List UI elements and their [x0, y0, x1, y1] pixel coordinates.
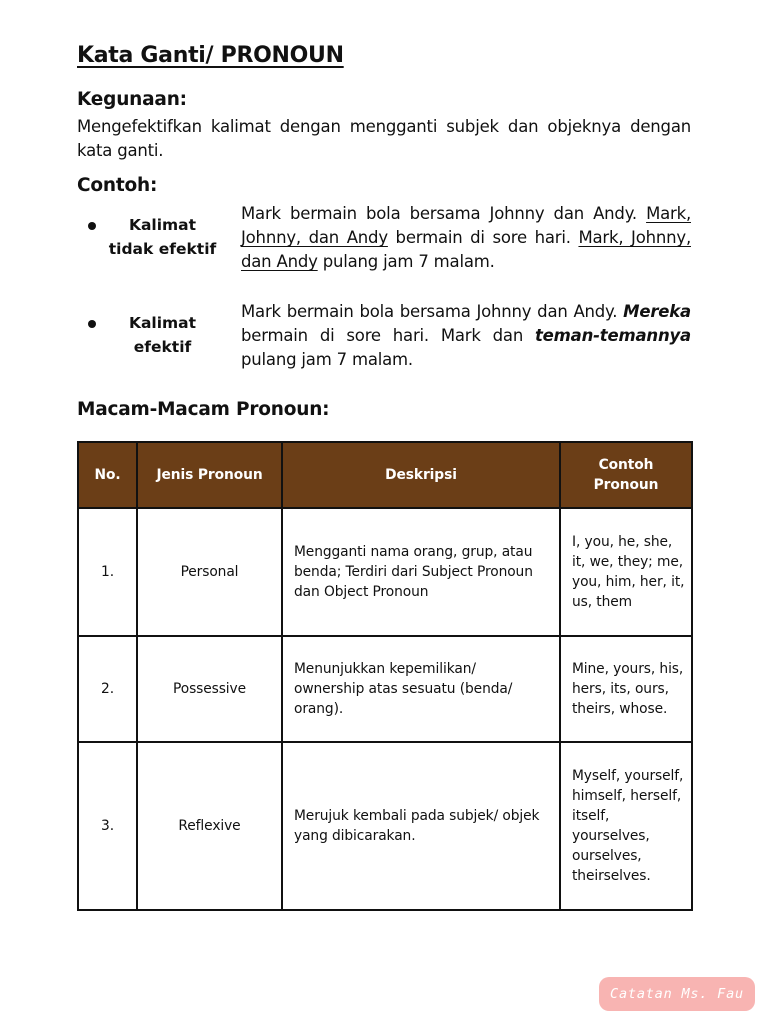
pronoun-table	[77, 441, 693, 911]
table-row	[78, 742, 692, 910]
cell-contoh: Myself, yourself, himself, herself, itself, yourselves, ourselves, theirselves.	[560, 742, 692, 910]
table-row	[78, 508, 692, 636]
cell-jenis: Personal	[137, 508, 282, 636]
table-header-row	[78, 442, 692, 508]
page-title: Kata Ganti/ PRONOUN	[77, 43, 344, 68]
column-header-jenis: Jenis Pronoun	[137, 442, 282, 508]
underlined-subject: Mark, Johnny, dan Andy	[241, 228, 691, 271]
cell-jenis: Possessive	[137, 636, 282, 742]
cell-no: 3.	[78, 742, 137, 910]
bullet-icon	[88, 320, 96, 328]
cell-jenis: Reflexive	[137, 742, 282, 910]
sentence-part: bermain di sore hari.	[387, 228, 579, 247]
cell-deskripsi: Merujuk kembali pada subjek/ objek yang dibicarakan.	[282, 742, 560, 910]
sentence-part: Mark bermain bola bersama Johnny dan Andy.	[241, 302, 624, 321]
pronoun-highlight: Mereka	[623, 302, 691, 321]
cell-deskripsi: Mengganti nama orang, grup, atau benda; Terdiri dari Subject Pronoun dan Object Pronoun	[282, 508, 560, 636]
column-header-deskripsi: Deskripsi	[282, 442, 560, 508]
column-header-contoh: Contoh Pronoun	[560, 442, 692, 508]
example-label-line1: Kalimat	[128, 216, 197, 234]
example-label-line2: tidak efektif	[108, 240, 217, 258]
sentence-part: Mark bermain bola bersama Johnny dan Andy.	[241, 204, 647, 223]
example-label	[104, 213, 221, 261]
cell-deskripsi: Menunjukkan kepemilikan/ ownership atas sesuatu (benda/ orang).	[282, 636, 560, 742]
example-text	[241, 300, 691, 372]
contoh-heading: Contoh:	[77, 175, 158, 196]
sentence-part: pulang jam 7 malam.	[317, 252, 495, 271]
sentence-part: pulang jam 7 malam.	[241, 350, 413, 369]
example-label-line1: Kalimat	[128, 314, 197, 332]
cell-no: 2.	[78, 636, 137, 742]
cell-contoh: I, you, he, she, it, we, they; me, you, him, her, it, us, them	[560, 508, 692, 636]
pronoun-highlight: teman-temannya	[535, 326, 691, 345]
underlined-subject: Mark, Johnny, dan Andy	[241, 204, 691, 247]
cell-no: 1.	[78, 508, 137, 636]
column-header-no: No.	[78, 442, 137, 508]
example-label	[104, 311, 221, 359]
table-row	[78, 636, 692, 742]
watermark-badge: Catatan Ms. Fau	[599, 977, 755, 1011]
bullet-icon	[88, 222, 96, 230]
kegunaan-text: Mengefektifkan kalimat dengan mengganti subjek dan objeknya dengan kata ganti.	[77, 117, 691, 160]
sentence-part: bermain di sore hari. Mark dan	[241, 326, 535, 345]
kegunaan-heading: Kegunaan:	[77, 89, 187, 110]
macam-heading: Macam-Macam Pronoun:	[77, 399, 330, 420]
example-text	[241, 202, 691, 274]
cell-contoh: Mine, yours, his, hers, its, ours, theirs, whose.	[560, 636, 692, 742]
example-label-line2: efektif	[133, 338, 192, 356]
